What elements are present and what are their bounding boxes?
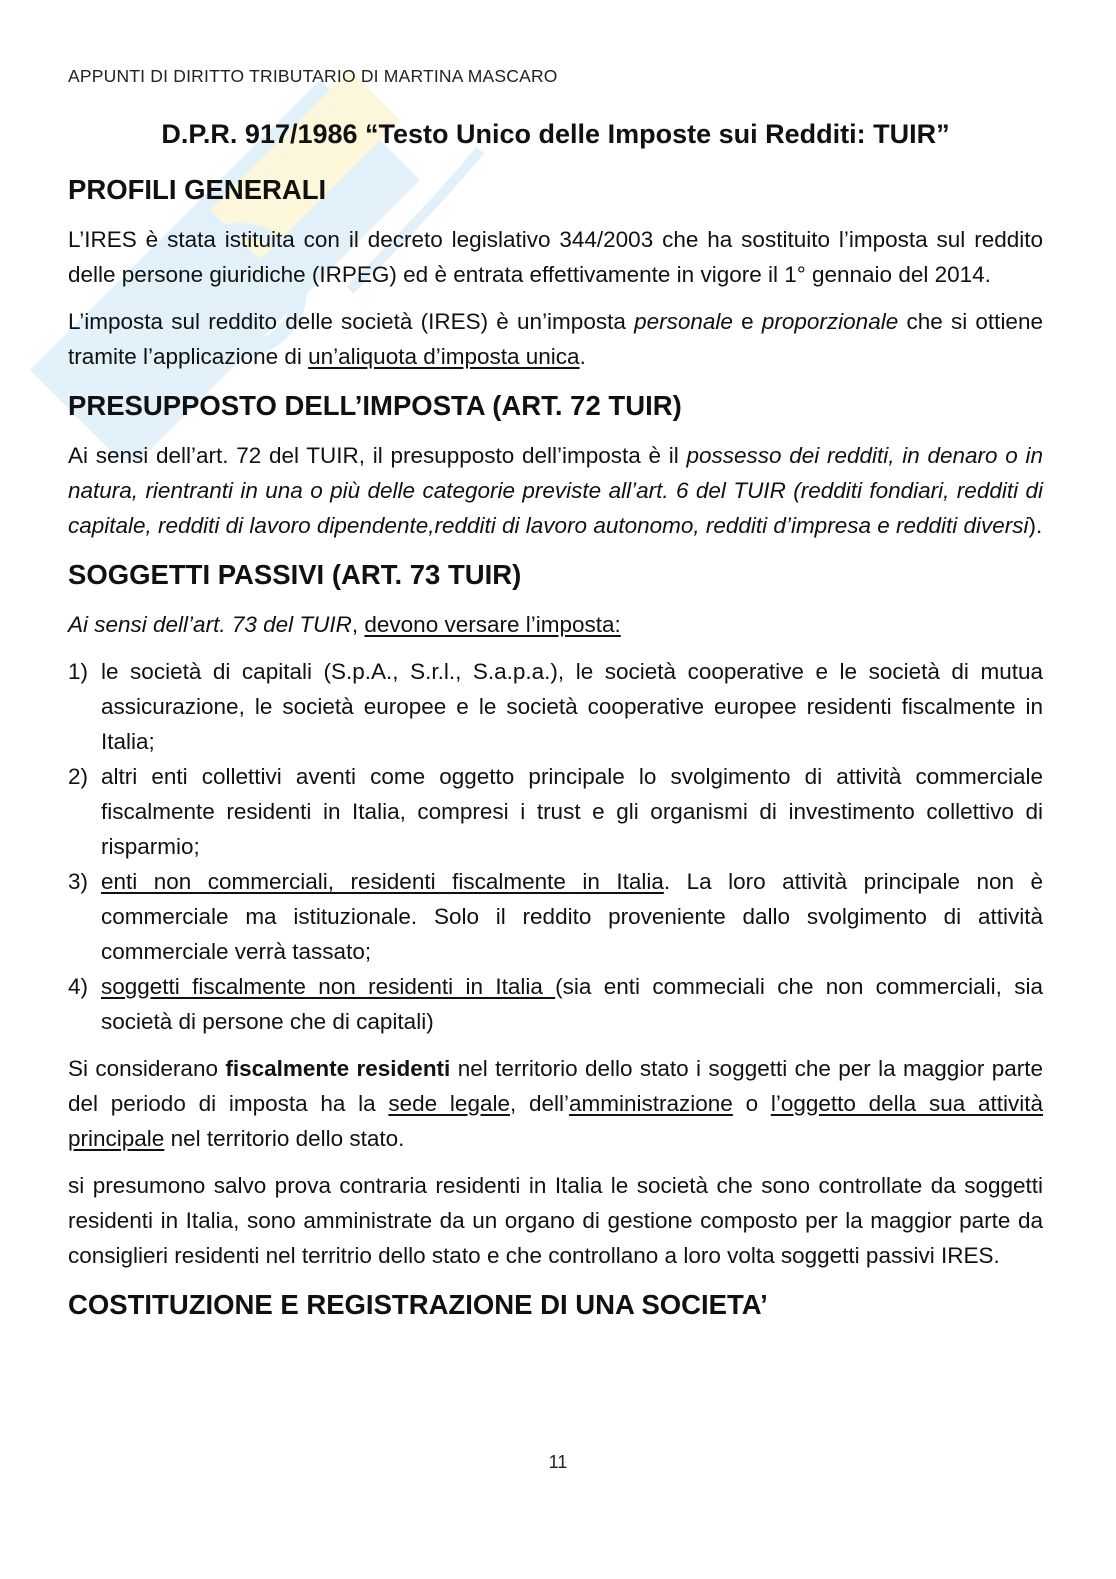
bold-fiscalmente-residenti: fiscalmente residenti	[225, 1056, 451, 1081]
page-content	[68, 112, 1043, 1337]
underlined-devono-versare: devono versare l’imposta:	[364, 612, 621, 637]
heading-costituzione: COSTITUZIONE E REGISTRAZIONE DI UNA SOCIETA’	[68, 1289, 768, 1320]
heading-profili-generali: PROFILI GENERALI	[68, 174, 327, 205]
list-number: 4)	[68, 974, 89, 999]
paragraph-presupposto	[68, 438, 1043, 543]
list-item-text: (sia enti commeciali che non commerciali, sia società di persone che di capitali)	[101, 974, 1044, 1034]
paragraph-ires-intro: L’IRES è stata istituita con il decreto legislativo 344/2003 che ha sostituito l’imposta sul reddito delle persone giuridiche (IRPEG) ed è entrata effettivamente in vigore il 1° gennaio del 2014.	[68, 227, 1043, 287]
emphasis-proporzionale: proporzionale	[761, 309, 899, 334]
underlined-sede-legale: sede legale	[388, 1091, 510, 1116]
paragraph-ires-definition	[68, 304, 1043, 374]
emphasis-possesso-redditi: possesso dei redditi, in denaro o in natura, rientranti in una o più delle categorie previste all’art. 6 del TUIR (redditi fondiari, redditi di capitale, redditi di lavoro dipendente,redditi di lavoro autonomo, redditi d’impresa e redditi diversi	[68, 443, 1044, 538]
text-run: , dell’	[509, 1091, 570, 1116]
text-run: nel territorio dello stato i soggetti che per la maggior parte del periodo di imposta ha la	[68, 1056, 1043, 1116]
list-number: 2)	[68, 764, 89, 789]
list-number: 3)	[68, 869, 89, 894]
text-run: e	[732, 309, 762, 334]
text-run: nel territorio dello stato.	[164, 1126, 405, 1151]
text-run: Si considerano	[68, 1056, 226, 1081]
list-item	[68, 969, 1043, 1039]
paragraph-residenza-fiscale	[68, 1051, 1043, 1156]
list-item	[68, 864, 1043, 969]
list-item-text: le società di capitali (S.p.A., S.r.l., S.a.p.a.), le società cooperative e le società di mutua assicurazione, le società europee e le società cooperative europee residenti fiscalmente in Italia;	[101, 659, 1043, 754]
running-header: APPUNTI DI DIRITTO TRIBUTARIO DI MARTINA MASCARO	[68, 66, 558, 86]
underlined-amministrazione: amministrazione	[569, 1091, 733, 1116]
list-number: 1)	[68, 659, 89, 684]
list-item	[68, 654, 1043, 759]
list-item-text: altri enti collettivi aventi come oggetto principale lo svolgimento di attività commerciale fiscalmente residenti in Italia, compresi i trust e gli organismi di investimento collettivo di risparmio;	[101, 764, 1043, 859]
paragraph-soggetti-intro	[68, 607, 1043, 642]
text-run: ,	[351, 612, 365, 637]
list-item-text: . La loro attività principale non è commerciale ma istituzionale. Solo il reddito proveniente dallo svolgimento di attività commerciale verrà tassato;	[101, 869, 1043, 964]
paragraph-presunzione-residenza: si presumono salvo prova contraria residenti in Italia le società che sono controllate da soggetti residenti in Italia, sono amministrate da un organo di gestione composto per la maggior parte da consiglieri residenti nel territrio dello stato e che controllano a loro volta soggetti passivi IRES.	[68, 1173, 1043, 1268]
heading-soggetti-passivi: SOGGETTI PASSIVI (ART. 73 TUIR)	[68, 559, 522, 590]
underlined-aliquota: un’aliquota d’imposta unica	[308, 344, 580, 369]
text-run: .	[579, 344, 586, 369]
heading-presupposto: PRESUPPOSTO DELL’IMPOSTA (ART. 72 TUIR)	[68, 390, 682, 421]
text-run: o	[732, 1091, 771, 1116]
emphasis-ai-sensi: Ai sensi dell’art. 73 del TUIR	[68, 612, 352, 637]
underlined-oggetto-attivita: l’oggetto della sua attività principale	[68, 1091, 1043, 1151]
text-run: che si ottiene tramite l’applicazione di	[68, 309, 1043, 369]
page-number: 11	[548, 1452, 568, 1472]
underlined-enti-non-commerciali: enti non commerciali, residenti fiscalmente in Italia	[101, 869, 664, 894]
underlined-non-residenti: soggetti fiscalmente non residenti in Italia	[101, 974, 556, 999]
text-run: L’imposta sul reddito delle società (IRES) è un’imposta	[68, 309, 635, 334]
document-title: D.P.R. 917/1986 “Testo Unico delle Imposte sui Redditi: TUIR”	[161, 119, 950, 149]
text-run: ).	[1028, 513, 1043, 538]
text-run: Ai sensi dell’art. 72 del TUIR, il presupposto dell’imposta è il	[68, 443, 687, 468]
list-item	[68, 759, 1043, 864]
subjects-list	[68, 654, 1043, 1039]
emphasis-personale: personale	[634, 309, 733, 334]
